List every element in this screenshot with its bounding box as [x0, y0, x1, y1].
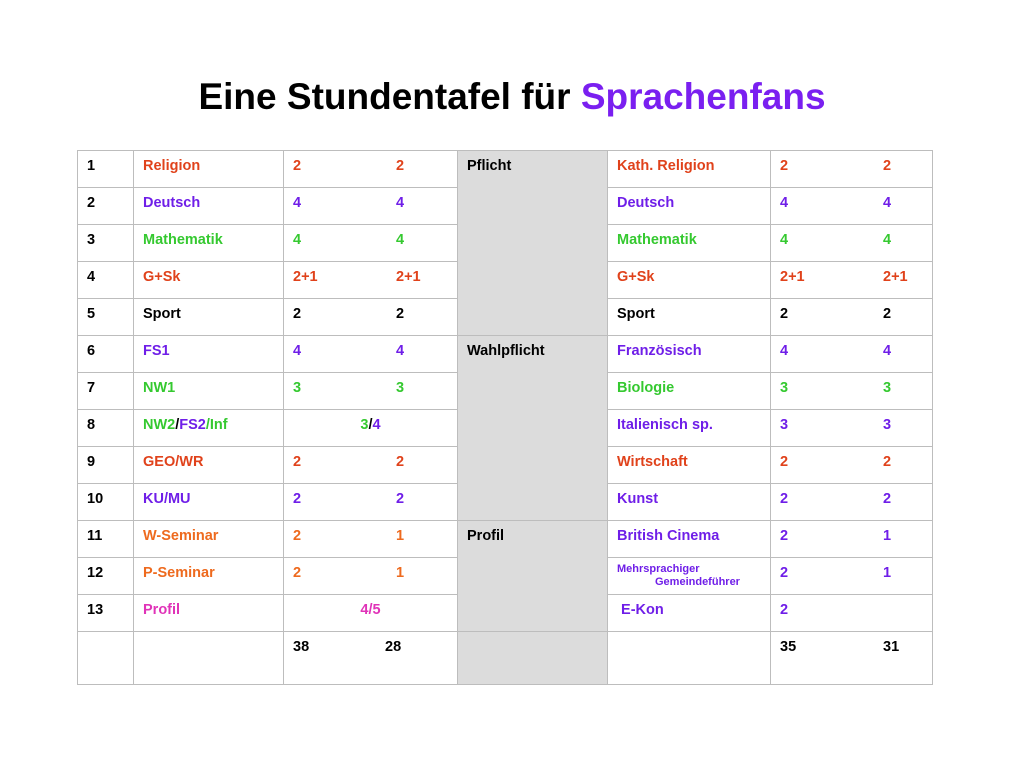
left-subject: NW2/FS2/Inf: [134, 410, 284, 447]
category-pflicht: Pflicht: [458, 151, 608, 336]
totals-row: [78, 632, 933, 685]
left-subject: G+Sk: [134, 262, 284, 299]
category-profil: Profil: [458, 521, 608, 632]
left-subject: Mathematik: [134, 225, 284, 262]
row-number: 9: [78, 447, 134, 484]
left-subject: Sport: [134, 299, 284, 336]
right-subject: E-Kon: [608, 595, 771, 632]
row-number: 7: [78, 373, 134, 410]
right-hours: 2 2: [771, 299, 933, 336]
right-subject: Sport: [608, 299, 771, 336]
right-hours: 2 1: [771, 558, 933, 595]
row-number: 8: [78, 410, 134, 447]
left-hours: 2 1: [284, 558, 458, 595]
left-subject: W-Seminar: [134, 521, 284, 558]
right-subject: Mehrsprachiger Gemeindeführer: [608, 558, 771, 595]
right-hours: 3 3: [771, 410, 933, 447]
left-hours: 3 3: [284, 373, 458, 410]
title-accent: Sprachenfans: [580, 76, 826, 117]
right-hours: 4 4: [771, 188, 933, 225]
left-subject-empty: [134, 632, 284, 685]
category-wahlpflicht: Wahlpflicht: [458, 336, 608, 521]
left-hours: 4 4: [284, 225, 458, 262]
table-row: [78, 336, 933, 373]
left-hours: 2 2: [284, 151, 458, 188]
right-subject: Französisch: [608, 336, 771, 373]
right-hours: 2 2: [771, 484, 933, 521]
row-number: 1: [78, 151, 134, 188]
left-hours: 2 2: [284, 447, 458, 484]
row-number: 6: [78, 336, 134, 373]
timetable: [77, 150, 933, 685]
left-subject: GEO/WR: [134, 447, 284, 484]
right-subject: Mathematik: [608, 225, 771, 262]
right-subject: Deutsch: [608, 188, 771, 225]
left-hours: 2+1 2+1: [284, 262, 458, 299]
left-hours-combined: 4/5: [284, 595, 458, 632]
right-hours: 3 3: [771, 373, 933, 410]
right-subject: British Cinema: [608, 521, 771, 558]
right-hours: 2 2: [771, 447, 933, 484]
right-subject: Biologie: [608, 373, 771, 410]
right-hours: 2 1: [771, 521, 933, 558]
right-hours: 2 2: [771, 151, 933, 188]
row-number: 2: [78, 188, 134, 225]
left-hours: 2 1: [284, 521, 458, 558]
right-hours: 2: [771, 595, 933, 632]
right-subject: Kunst: [608, 484, 771, 521]
row-number: 3: [78, 225, 134, 262]
page-title: [0, 76, 1024, 118]
left-subject: P-Seminar: [134, 558, 284, 595]
row-number: 5: [78, 299, 134, 336]
row-number-empty: [78, 632, 134, 685]
left-subject: Deutsch: [134, 188, 284, 225]
right-totals: 35 31: [771, 632, 933, 685]
right-subject: Kath. Religion: [608, 151, 771, 188]
row-number: 4: [78, 262, 134, 299]
left-hours: 2 2: [284, 484, 458, 521]
left-subject: Profil: [134, 595, 284, 632]
category-empty: [458, 632, 608, 685]
right-subject: Wirtschaft: [608, 447, 771, 484]
right-hours: 4 4: [771, 225, 933, 262]
row-number: 13: [78, 595, 134, 632]
left-subject: NW1: [134, 373, 284, 410]
table-row: [78, 151, 933, 188]
left-subject: FS1: [134, 336, 284, 373]
left-subject: KU/MU: [134, 484, 284, 521]
left-subject: Religion: [134, 151, 284, 188]
right-subject-empty: [608, 632, 771, 685]
title-main: Eine Stundentafel für: [198, 76, 571, 117]
table-row: [78, 521, 933, 558]
right-hours: 4 4: [771, 336, 933, 373]
left-hours-combined: 3/4: [284, 410, 458, 447]
left-hours: 4 4: [284, 336, 458, 373]
row-number: 10: [78, 484, 134, 521]
row-number: 12: [78, 558, 134, 595]
left-hours: 2 2: [284, 299, 458, 336]
left-totals: 38 28: [284, 632, 458, 685]
row-number: 11: [78, 521, 134, 558]
left-hours: 4 4: [284, 188, 458, 225]
right-subject: Italienisch sp.: [608, 410, 771, 447]
right-subject: G+Sk: [608, 262, 771, 299]
right-hours: 2+1 2+1: [771, 262, 933, 299]
